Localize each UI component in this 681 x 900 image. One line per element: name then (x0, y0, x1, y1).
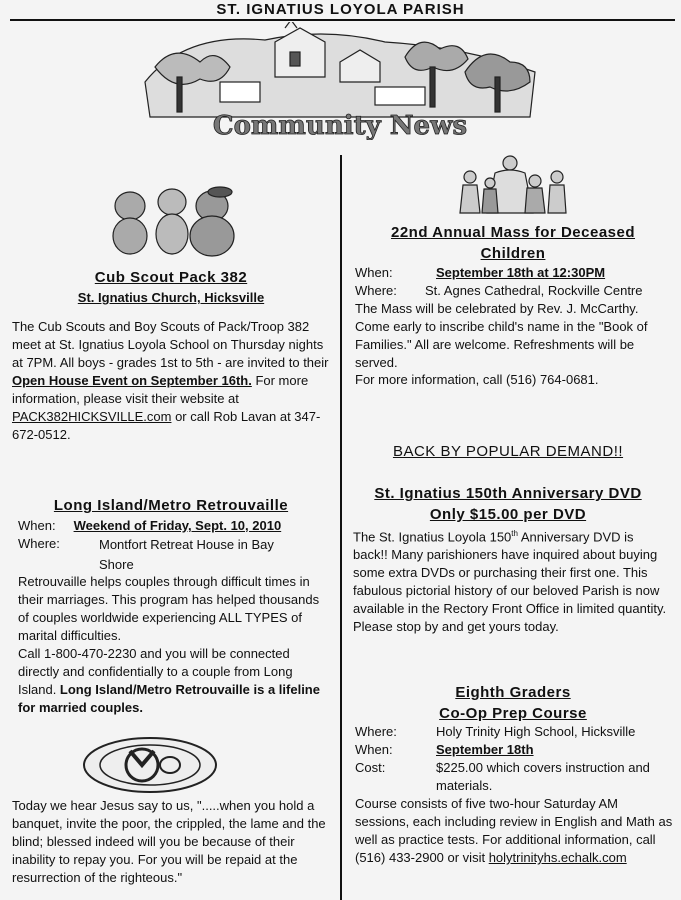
cub-scout-title: Cub Scout Pack 382 (94, 269, 248, 286)
course-cost-row (355, 759, 675, 795)
dvd-body (353, 525, 671, 636)
course-body (355, 795, 673, 867)
retrouvaille-when-label: When: (18, 518, 56, 533)
cub-scout-text-1: The Cub Scouts and Boy Scouts of Pack/Troop 382 meet at St. Ignatius Loyola School on Thursday nights at 7PM. All boys - grades 1st to 5th - are invited to their (12, 319, 329, 370)
parish-title: ST. IGNATIUS LOYOLA PARISH (216, 1, 465, 18)
course-cost-label: Cost: (355, 760, 386, 775)
dvd-body-text-2: Anniversary DVD is back!! Many parishioners have inquired about buying some extra DVDs or purchasing their first one. This fabulous pictorial history of our beloved Parish is now available in the Rectory Front Office in limited quantity. Please stop by and get yours today. (353, 529, 667, 635)
course-where-row (355, 723, 675, 741)
mass-title-line-1: 22nd Annual Mass for Deceased (390, 224, 636, 241)
mass-title-line-2: Children (480, 245, 546, 262)
retrouvaille-title: Long Island/Metro Retrouvaille (53, 497, 289, 514)
retrouvaille-when-row (18, 517, 330, 535)
gospel-reflection: Today we hear Jesus say to us, ".....when you hold a banquet, invite the poor, the crippled, the lame and the blind; blessed indeed will you be because of their inability to repay you. For you will be repaid at the resurrection of the righteous." (12, 798, 326, 885)
retrouvaille-body: Retrouvaille helps couples through difficult times in their marriages. This program has helped thousands of couples worldwide experiencing ALL TYPES of marital difficulties. (18, 574, 320, 643)
mass-when-label: When: (355, 265, 393, 280)
mass-when-value: September 18th at 12:30PM (436, 265, 606, 280)
mass-where-label: Where: (355, 283, 397, 298)
pack-website-link[interactable]: PACK382HICKSVILLE.com (12, 409, 172, 424)
banner-text: Community News (212, 111, 468, 140)
course-when-row (355, 741, 675, 759)
course-when-label: When: (355, 742, 393, 757)
cub-scout-text-3: or call Rob Lavan at 347-672-0512. (12, 409, 321, 442)
open-house-event: Open House Event on September 16th. (12, 373, 252, 388)
cub-scout-body (12, 318, 330, 444)
retrouvaille-call (18, 645, 330, 717)
dvd-body-superscript: th (511, 529, 518, 538)
course-body-text: Course consists of five two-hour Saturday AM sessions, each including review in English and Math as well as practice tests. For additional information, call (516) 433-2900 or visit (355, 796, 673, 865)
seal-logo (80, 735, 220, 795)
course-when-value: September 18th (436, 742, 534, 757)
retrouvaille-lifeline: Long Island/Metro Retrouvaille is a lifeline for married couples. (18, 682, 320, 715)
retrouvaille-where-value: Montfort Retreat House in Bay Shore (99, 537, 274, 572)
cub-scout-location: St. Ignatius Church, Hicksville (77, 290, 265, 305)
mass-where-row (355, 282, 675, 300)
popular-demand-heading: BACK BY POPULAR DEMAND!! (392, 443, 624, 460)
retrouvaille-where-row (18, 535, 330, 575)
family-children-image (455, 155, 570, 215)
retrouvaille-when-value: Weekend of Friday, Sept. 10, 2010 (73, 518, 282, 533)
mass-where-value: St. Agnes Cathedral, Rockville Centre (425, 283, 643, 298)
mass-body: The Mass will be celebrated by Rev. J. McCarthy. Come early to inscribe child's name in the "Book of Families." All are welcome. Refreshments will be served. (355, 301, 648, 370)
course-where-value: Holy Trinity High School, Hicksville (436, 724, 636, 739)
dvd-price: Only $15.00 per DVD (429, 506, 587, 523)
community-news-banner (125, 22, 555, 140)
header-rule (10, 19, 675, 21)
dvd-title: St. Ignatius 150th Anniversary DVD (374, 485, 642, 502)
holy-trinity-website-link[interactable]: holytrinityhs.echalk.com (488, 850, 627, 865)
retrouvaille-call-text: Call 1-800-470-2230 and you will be connected directly and confidentially to a couple from Long Island. (18, 646, 293, 697)
course-cost-value: $225.00 which covers instruction and materials. (436, 760, 650, 793)
retrouvaille-where-label: Where: (18, 536, 60, 551)
scout-bears-image (100, 176, 245, 258)
prep-course-subtitle: Co-Op Prep Course (439, 705, 587, 722)
course-where-label: Where: (355, 724, 397, 739)
mass-when-row (355, 264, 675, 282)
dvd-body-text-1: The St. Ignatius Loyola 150 (353, 529, 512, 545)
cub-scout-text-2: For more information, please visit their website at (12, 373, 309, 406)
banner-scene-illustration (145, 22, 535, 117)
eighth-graders-title: Eighth Graders (455, 684, 571, 701)
mass-info: For more information, call (516) 764-0681. (355, 372, 599, 387)
column-divider (340, 155, 342, 900)
